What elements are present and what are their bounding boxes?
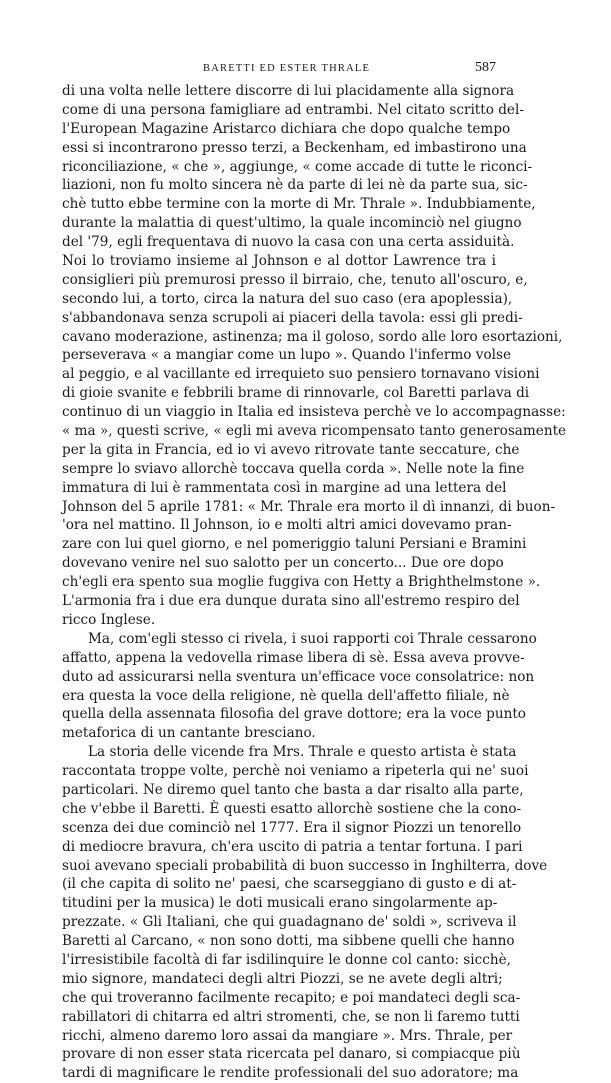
text-line: s'abbandonava senza scrupoli ai piaceri della tavola: essi gli predi- (62, 309, 523, 326)
text-line: Johnson del 5 aprile 1781: « Mr. Thrale era morto il dì innanzi, di buon- (62, 498, 556, 515)
text-line: raccontata troppe volte, perchè noi veniamo a ripeterla qui ne' suoi (62, 763, 529, 780)
text-line: 'ora nel mattino. Il Johnson, io e molti altri amici dovevamo pran- (62, 517, 512, 534)
text-line: provare di non esser stata ricercata pel danaro, si compiacque più (62, 1046, 521, 1063)
text-line: zare con lui quel giorno, e nel pomeriggio taluni Persiani e Bramini (62, 536, 527, 553)
text-line: Baretti al Carcano, « non sono dotti, ma sibbene quelli che hanno (62, 933, 515, 950)
text-line: Ma, com'egli stesso ci rivela, i suoi rapporti coi Thrale cessarono (88, 630, 537, 647)
text-line: come di una persona famigliare ad entrambi. Nel citato scritto del- (62, 101, 524, 118)
text-line: continuo di un viaggio in Italia ed insisteva perchè ve lo accompagnasse: (62, 404, 566, 421)
text-line: per la gita in Francia, ed io vi avevo ritrovate tante seccature, che (62, 441, 520, 458)
text-line: mio signore, mandateci degli altri Piozzi, se ne avete degli altri; (62, 970, 503, 987)
text-line: liazioni, non fu molto sincera nè da parte di lei nè da parte sua, sic- (62, 177, 528, 194)
text-line: sempre lo sviavo allorchè toccava quella corda ». Nelle note la fine (62, 460, 525, 477)
text-line: « ma », questi scrive, « egli mi aveva ricompensato tanto generosamente (62, 423, 567, 440)
text-line: titudini per la musica) le doti musicali erano singolarmente ap- (62, 895, 498, 912)
text-line: dovevano venire nel suo salotto per un concerto... Due ore dopo (62, 555, 504, 572)
text-line: ch'egli era spento sua moglie fuggiva con Hetty a Brighthelmstone ». (62, 574, 541, 591)
text-line: (il che capita di solito ne' paesi, che scarseggiano di gusto e di at- (62, 876, 517, 893)
text-line: cavano moderazione, astinenza; ma il goloso, sordo alle loro esortazioni, (62, 328, 563, 345)
text-line: affatto, appena la vedovella rimase libera di sè. Essa aveva provve- (62, 649, 525, 666)
text-line: ricco Inglese. (62, 611, 156, 628)
text-line: al peggio, e al vacillante ed irrequieto suo pensiero tornavano visioni (62, 366, 540, 383)
text-line: metaforica di un cantante bresciano. (62, 725, 316, 742)
text-line: riconciliazione, « che », aggiunge, « come accade di tutte le riconci- (62, 158, 533, 175)
running-head: BARETTI ED ESTER THRALE (203, 63, 371, 74)
text-line: durante la malattia di quest'ultimo, la quale incominciò nel giugno (62, 215, 522, 232)
text-line: Noi lo troviamo insieme al Johnson e al dottor Lawrence tra i (62, 253, 496, 270)
text-line: che qui troveranno facilmente recapito; e poi mandateci degli sca- (62, 989, 521, 1006)
text-line: del '79, egli frequentava di nuovo la casa con una certa assiduità. (62, 234, 515, 251)
page-number: 587 (475, 60, 496, 75)
text-line: ricchi, almeno daremo loro assai da mangiare ». Mrs. Thrale, per (62, 1027, 513, 1044)
text-line: di una volta nelle lettere discorre di lui placidamente alla signora (62, 83, 515, 99)
text-line: che v'ebbe il Baretti. È questi esatto allorchè sostiene che la cono- (62, 800, 522, 817)
text-line: era questa la voce della religione, nè quella dell'affetto filiale, nè (62, 687, 510, 704)
text-line: l'irresistibile facoltà di far isdilinquire le donne col canto: sicchè, (62, 951, 511, 968)
text-line: duto ad assicurarsi nella sventura un'efficace voce consolatrice: non (62, 668, 535, 685)
text-line: particolari. Ne diremo quel tanto che basta a dar risalto alla parte, (62, 781, 524, 798)
text-line: prezzate. « Gli Italiani, che qui guadagnano de' soldi », scriveva il (62, 914, 517, 931)
text-line: chè tutto ebbe termine con la morte di Mr. Thrale ». Indubbiamente, (62, 196, 536, 213)
text-line: tardi di magnificare le rendite professionali del suo adoratore; ma (62, 1065, 519, 1082)
text-line: rabillatori di chitarra ed altri stromenti, che, se non li faremo tutti (62, 1008, 520, 1025)
text-line: immatura di lui è rammentata così in margine ad una lettera del (62, 479, 507, 496)
text-line: suoi avevano speciali probabilità di buon successo in Inghilterra, dove (62, 857, 548, 874)
text-line: l'European Magazine Aristarco dichiara che dopo qualche tempo (62, 120, 511, 137)
text-line: essi si incontrarono presso terzi, a Beckenham, ed imbastirono una (62, 139, 527, 156)
text-line: perseverava « a mangiar come un lupo ». Quando l'infermo volse (62, 347, 511, 364)
text-line: di gioie svanite e febbrili brame di rinnovarle, col Baretti parlava di (62, 385, 530, 402)
text-line: quella della assennata filosofia del grave dottore; era la voce punto (62, 706, 526, 723)
text-line: La storia delle vicende fra Mrs. Thrale e questo artista è stata (88, 744, 517, 761)
text-line: L'armonia fra i due era dunque durata sino all'estremo respiro del (62, 593, 520, 610)
body-text (62, 82, 567, 1083)
text-line: consiglieri più premurosi presso il birraio, che, tenuto all'oscuro, e, (62, 271, 528, 288)
text-line: scenza dei due cominciò nel 1777. Era il signor Piozzi un tenorello (62, 819, 522, 836)
text-line: secondo lui, a torto, circa la natura del suo caso (era apoplessia), (62, 290, 513, 307)
page-header (63, 60, 496, 80)
text-line: di mediocre bravura, ch'era uscito di patria a tentar fortuna. I pari (62, 838, 523, 855)
